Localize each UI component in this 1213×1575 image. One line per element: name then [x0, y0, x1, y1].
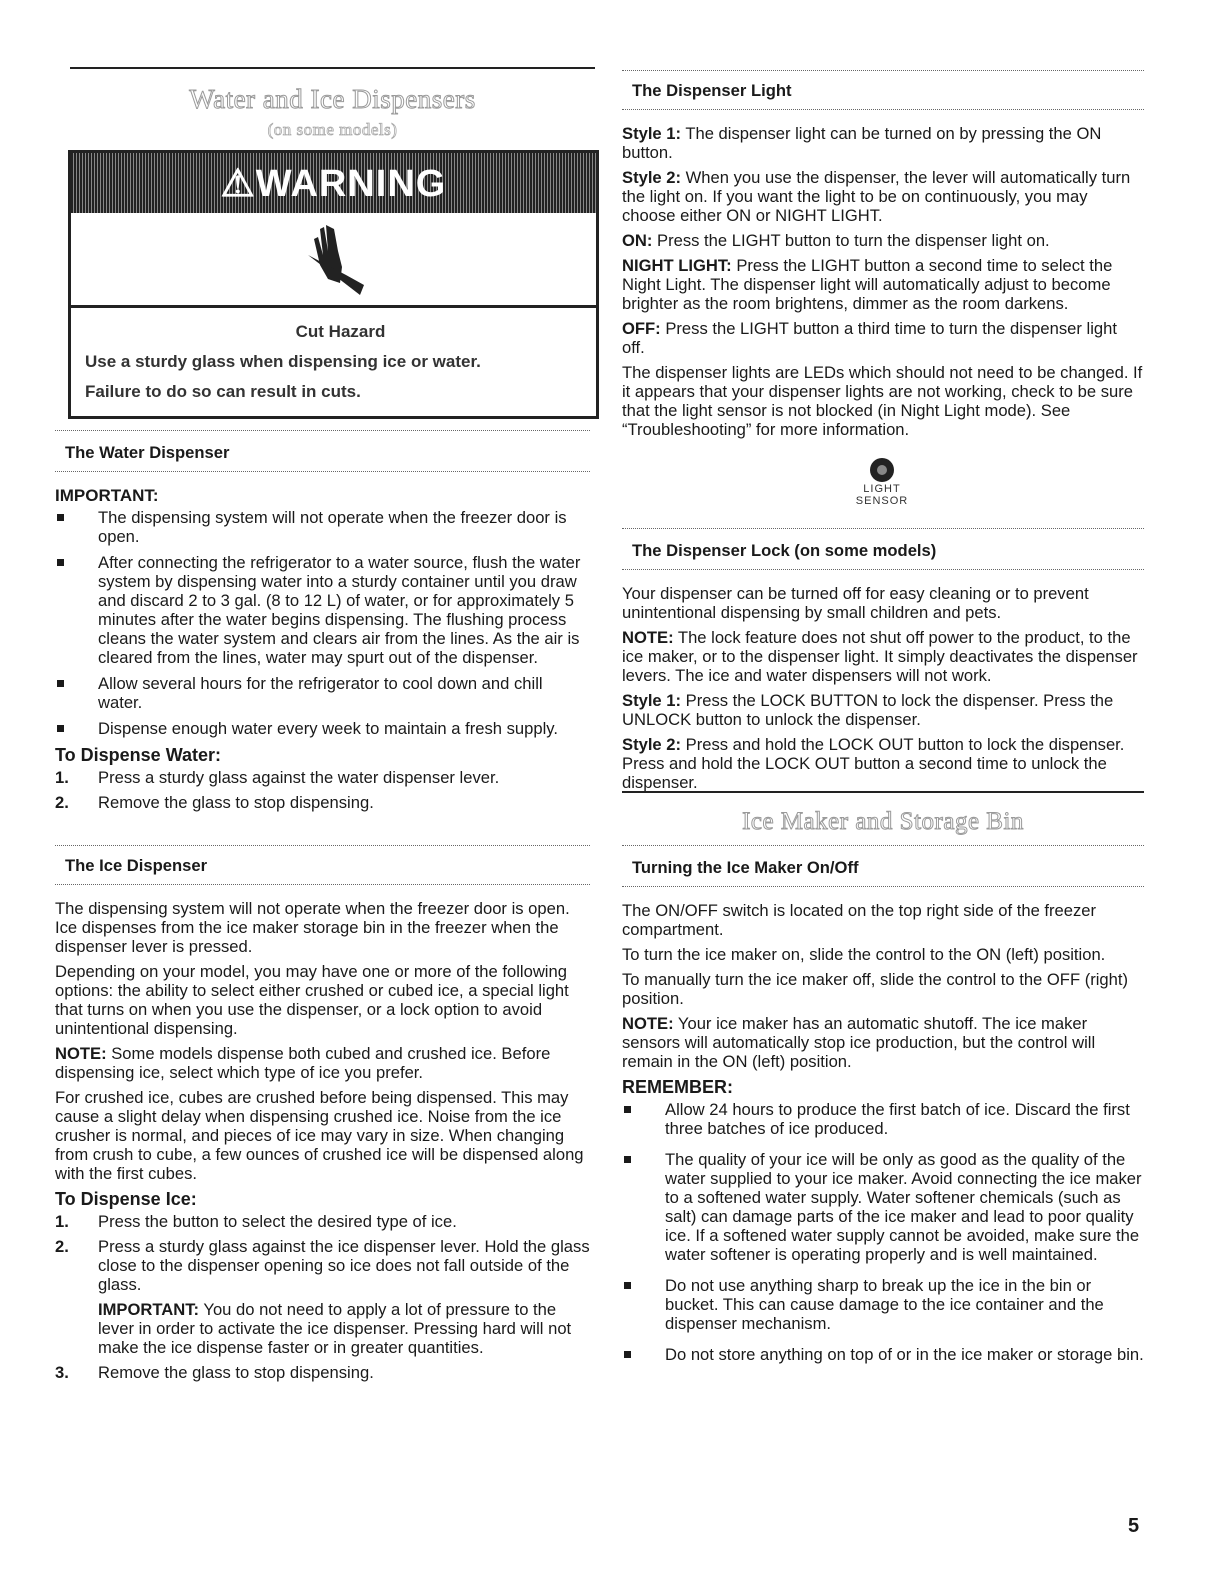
- ice-maker-note: [622, 1014, 1144, 1071]
- list-item: [55, 793, 590, 812]
- list-item: The dispensing system will not operate when the freezer door is open.: [55, 508, 590, 546]
- ice-dispenser-heading: The Ice Dispenser: [65, 856, 208, 875]
- ice-paragraph: For crushed ice, cubes are crushed before being dispensed. This may cause a slight delay when dispensing crushed ice. Noise from the ice crusher is normal, and pieces of ice may vary in size. When changing from crush to cube, a few ounces of crushed ice will be dispensed along with the first cubes.: [55, 1088, 584, 1183]
- step-number: 1.: [55, 768, 69, 787]
- ice-maker-heading: Turning the Ice Maker On/Off: [632, 858, 859, 877]
- list-item: Allow several hours for the refrigerator to cool down and chill water.: [55, 674, 590, 712]
- ice-maker-section-title: Ice Maker and Storage Bin: [742, 808, 1024, 835]
- step-number: 3.: [55, 1363, 69, 1382]
- warning-line2: Failure to do so can result in cuts.: [85, 382, 361, 401]
- step-text: Press a sturdy glass against the water dispenser lever.: [98, 768, 500, 787]
- night-light-text: Press the LIGHT button a second time to select the Night Light. The dispenser light will automatically adjust to become brighter as the room brightens, dimmer as the room darkens.: [622, 256, 1113, 313]
- style-text: Press and hold the LOCK OUT button to lock the dispenser. Press and hold the LOCK OUT button a second time to unlock the dispenser.: [622, 735, 1125, 792]
- lock-style-1: [622, 691, 1144, 729]
- ice-maker-paragraph: The ON/OFF switch is located on the top right side of the freezer compartment.: [622, 901, 1097, 939]
- divider: [55, 845, 590, 846]
- note-text: The lock feature does not shut off power to the product, to the ice maker, or to the dispenser light. It simply deactivates the dispenser levers. The ice and water dispensers will not work.: [622, 628, 1138, 685]
- note-text: Your ice maker has an automatic shutoff. The ice maker sensors will automatically stop ice production, but the control will remain in the ON (left) position.: [622, 1014, 1096, 1071]
- night-light-label: NIGHT LIGHT:: [622, 256, 732, 275]
- list-item: After connecting the refrigerator to a water source, flush the water system by dispensing water into a sturdy container until you draw and discard 2 to 3 gal. (8 to 12 L) of water, or for approximately 5 minutes after the water begins dispensing. The flushing process cleans the water system and clears air from the lines. As the air is cleared from the lines, water may spurt out of the dispenser.: [55, 553, 590, 667]
- page-number: 5: [1128, 1515, 1140, 1537]
- warning-line1: Use a sturdy glass when dispensing ice or water.: [85, 352, 481, 371]
- list-item: [55, 1237, 590, 1357]
- light-sensor-label: LIGHT SENSOR: [855, 483, 909, 507]
- dispenser-light-heading: The Dispenser Light: [632, 81, 792, 100]
- list-item: [55, 1363, 590, 1382]
- important-label: IMPORTANT:: [98, 1300, 200, 1319]
- hand-cut-icon: [294, 219, 374, 299]
- ice-maker-paragraph: To manually turn the ice maker off, slide the control to the OFF (right) position.: [622, 970, 1129, 1008]
- to-dispense-ice-heading: To Dispense Ice:: [55, 1189, 197, 1209]
- style-text: The dispenser light can be turned on by pressing the ON button.: [622, 124, 1102, 162]
- list-item: Do not use anything sharp to break up the ice in the bin or bucket. This can cause damage to the ice container and the dispenser mechanism.: [622, 1276, 1144, 1333]
- step-number: 1.: [55, 1212, 69, 1231]
- warning-header: [71, 153, 596, 213]
- divider: [622, 109, 1144, 110]
- warning-body: [71, 308, 596, 402]
- lock-note: [622, 628, 1144, 685]
- off-label: OFF:: [622, 319, 661, 338]
- light-style-2: [622, 168, 1144, 225]
- list-item: Allow 24 hours to produce the first batch of ice. Discard the first three batches of ice produced.: [622, 1100, 1144, 1138]
- step-number: 2.: [55, 793, 69, 812]
- section-rule: [622, 791, 1144, 793]
- important-label: IMPORTANT:: [55, 486, 159, 505]
- dispenser-lock-heading: The Dispenser Lock (on some models): [632, 541, 937, 560]
- ice-paragraph: Depending on your model, you may have one or more of the following options: the ability to select either crushed or cubed ice, a special light that turns on when you use the dispenser, or a lock option to avoid unintentional dispensing.: [55, 962, 569, 1038]
- divider: [622, 528, 1144, 529]
- ice-note: [55, 1044, 590, 1082]
- remember-label: REMEMBER:: [622, 1077, 733, 1097]
- light-paragraph: The dispenser lights are LEDs which should not need to be changed. If it appears that your dispenser lights are not working, check to be sure that the light sensor is not blocked (in Night Light mode). See “Troubleshooting” for more information.: [622, 363, 1143, 439]
- list-item: [55, 1212, 590, 1231]
- list-item: The quality of your ice will be only as good as the quality of the water supplied to your ice maker. Avoid connecting the ice maker to a softened water supply. Water softener chemicals (such as salt) can damage parts of the ice maker and lead to poor quality ice. If a softened water supply cannot be avoided, make sure the water softener is operating properly and is well maintained.: [622, 1150, 1144, 1264]
- step-text: Press a sturdy glass against the ice dispenser lever. Hold the glass close to the dispenser opening so ice does not fall outside of the glass.: [98, 1237, 590, 1294]
- divider: [55, 430, 590, 431]
- warning-word: ⚠WARNING: [220, 162, 447, 205]
- note-label: NOTE:: [55, 1044, 107, 1063]
- section-rule: [70, 67, 595, 69]
- note-label: NOTE:: [622, 1014, 674, 1033]
- to-dispense-water-heading: To Dispense Water:: [55, 745, 222, 765]
- step-text: Remove the glass to stop dispensing.: [98, 1363, 374, 1382]
- ice-important: [98, 1300, 590, 1357]
- on-text: Press the LIGHT button to turn the dispenser light on.: [652, 231, 1050, 250]
- section-subtitle: (on some models): [267, 120, 398, 139]
- section-title: Water and Ice Dispensers: [189, 84, 476, 114]
- water-steps: [55, 768, 590, 812]
- style-label: Style 2:: [622, 168, 682, 187]
- light-style-1: [622, 124, 1144, 162]
- divider: [622, 569, 1144, 570]
- light-sensor-icon: [837, 455, 927, 505]
- divider: [622, 70, 1144, 71]
- divider: [55, 884, 590, 885]
- off-text: Press the LIGHT button a third time to turn the dispenser light off.: [622, 319, 1117, 357]
- light-off: [622, 319, 1144, 357]
- list-item: Dispense enough water every week to maintain a fresh supply.: [55, 719, 590, 738]
- step-text: Remove the glass to stop dispensing.: [98, 793, 374, 812]
- list-item: Do not store anything on top of or in the ice maker or storage bin.: [622, 1345, 1144, 1364]
- list-item: [55, 768, 590, 787]
- lock-style-2: [622, 735, 1144, 792]
- remember-bullet-list: [622, 1100, 1144, 1364]
- light-night: [622, 256, 1144, 313]
- important-text: You do not need to apply a lot of pressure to the lever in order to activate the ice dispenser. Pressing hard will not make the ice dispense faster or in greater quantities.: [98, 1300, 572, 1357]
- water-bullet-list: [55, 508, 590, 738]
- divider: [622, 845, 1144, 846]
- light-on: [622, 231, 1144, 250]
- note-text: Some models dispense both cubed and crushed ice. Before dispensing ice, select which type of ice you prefer.: [55, 1044, 551, 1082]
- divider: [55, 471, 590, 472]
- style-text: Press the LOCK BUTTON to lock the dispenser. Press the UNLOCK button to unlock the dispenser.: [622, 691, 1114, 729]
- style-label: Style 1:: [622, 691, 682, 710]
- warning-hazard: Cut Hazard: [295, 322, 386, 341]
- warning-box: [68, 150, 599, 419]
- ice-steps: [55, 1212, 590, 1382]
- divider: [622, 886, 1144, 887]
- hand-cut-icon-area: [71, 213, 596, 308]
- on-label: ON:: [622, 231, 653, 250]
- step-text: Press the button to select the desired type of ice.: [98, 1212, 457, 1231]
- ice-maker-paragraph: To turn the ice maker on, slide the control to the ON (left) position.: [622, 945, 1106, 964]
- style-label: Style 1:: [622, 124, 682, 143]
- lock-paragraph: Your dispenser can be turned off for easy cleaning or to prevent unintentional dispensing by small children and pets.: [622, 584, 1089, 622]
- style-label: Style 2:: [622, 735, 682, 754]
- water-dispenser-heading: The Water Dispenser: [65, 443, 230, 462]
- note-label: NOTE:: [622, 628, 674, 647]
- ice-paragraph: The dispensing system will not operate when the freezer door is open. Ice dispenses from the ice maker storage bin in the freezer when the dispenser lever is pressed.: [55, 899, 570, 956]
- style-text: When you use the dispenser, the lever will automatically turn the light on. If you want the light to be on continuously, you may choose either ON or NIGHT LIGHT.: [622, 168, 1131, 225]
- step-number: 2.: [55, 1237, 69, 1256]
